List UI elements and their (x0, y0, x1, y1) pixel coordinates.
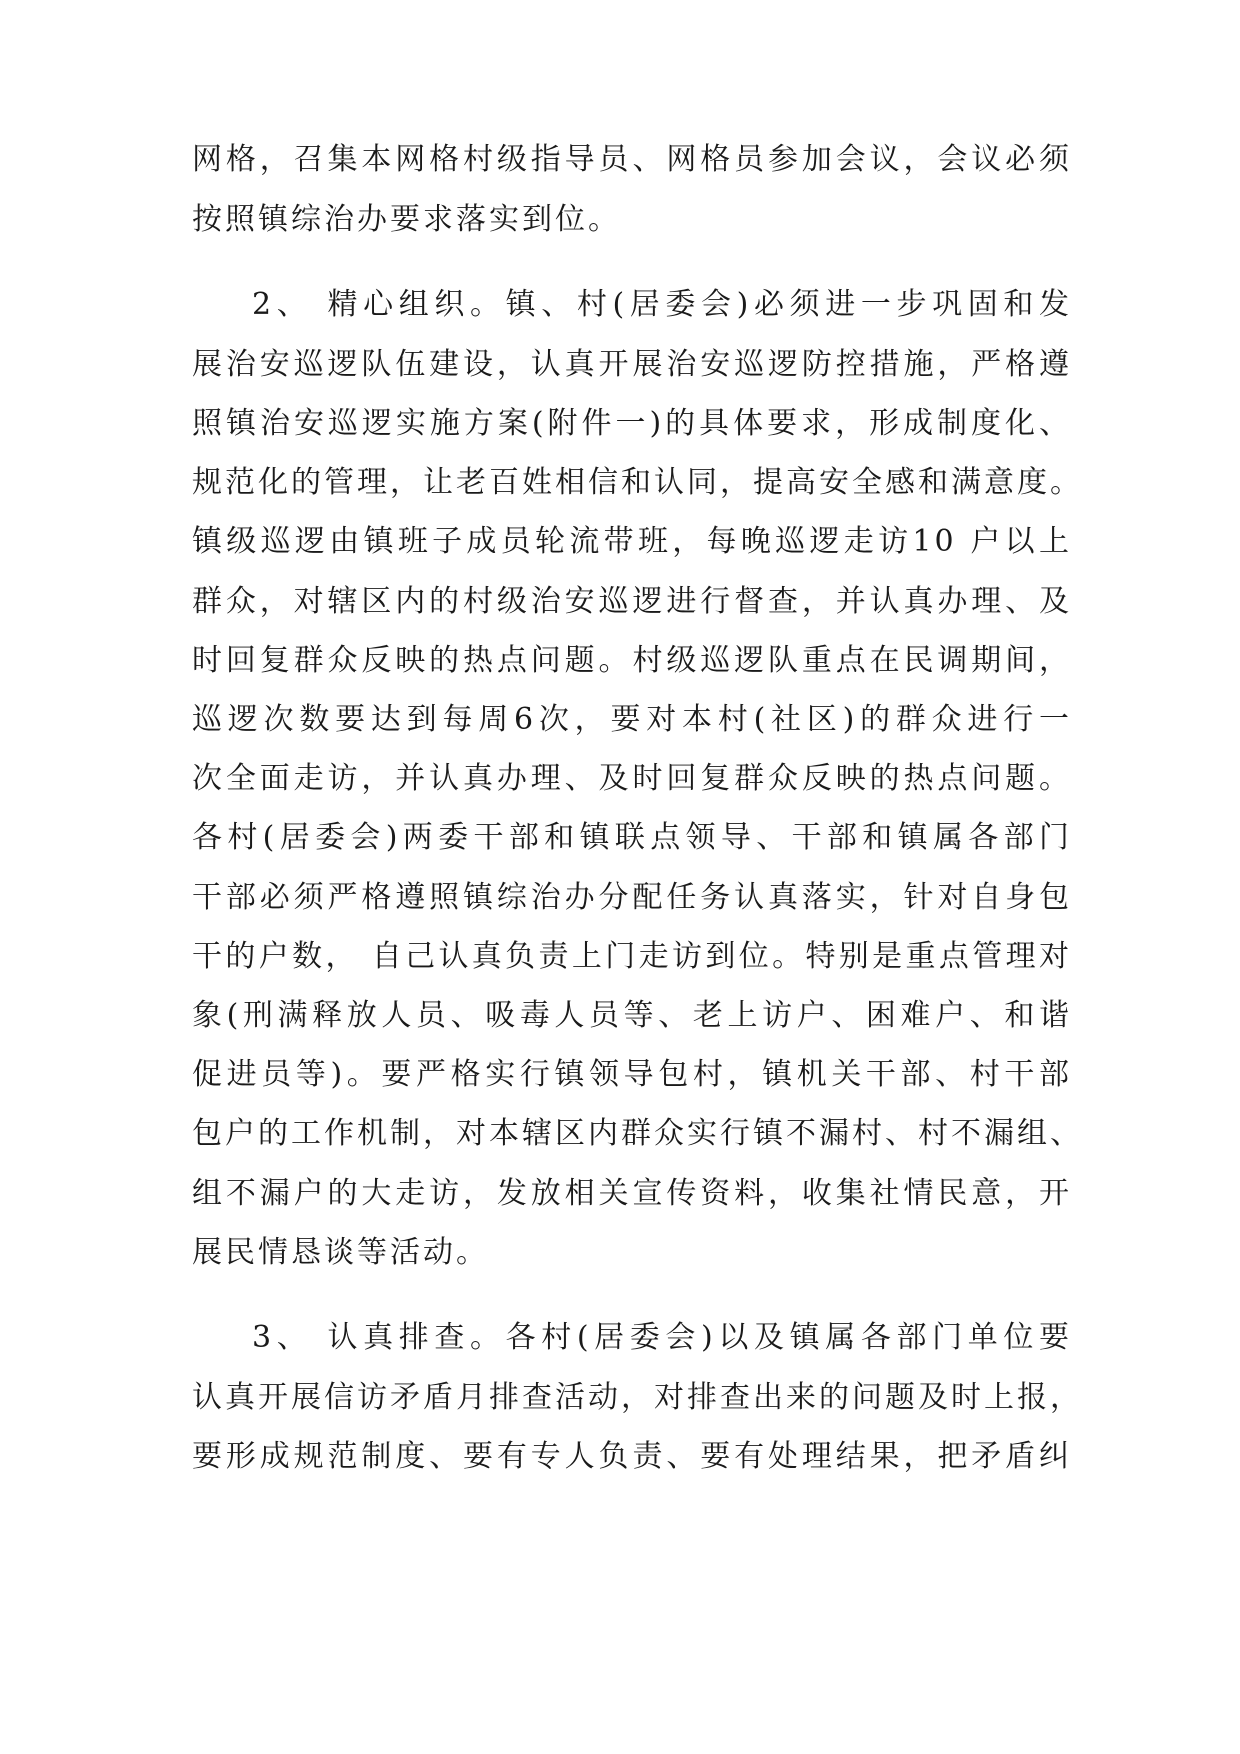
text-line: 组不漏户的大走访，发放相关宣传资料，收集社情民意，开 (192, 1176, 1072, 1211)
text-line: 次全面走访，并认真办理、及时回复群众反映的热点问题。 (192, 761, 1072, 796)
text-line: 干的户数， 自己认真负责上门走访到位。特别是重点管理对 (192, 939, 1072, 974)
text-line: 认真开展信访矛盾月排查活动，对排查出来的问题及时上报， (192, 1380, 1083, 1415)
text-line: 各村(居委会)两委干部和镇联点领导、干部和镇属各部门 (192, 820, 1072, 855)
paragraph-2-start: 2、 精心组织。镇、村(居委会)必须进一步巩固和发 (252, 287, 1072, 322)
text-line: 规范化的管理，让老百姓相信和认同，提高安全感和满意度。 (192, 465, 1083, 500)
text-line: 象(刑满释放人员、吸毒人员等、老上访户、困难户、和谐 (192, 998, 1072, 1033)
text-line: 群众，对辖区内的村级治安巡逻进行督查，并认真办理、及 (192, 584, 1072, 619)
text-line: 照镇治安巡逻实施方案(附件一)的具体要求，形成制度化、 (192, 406, 1072, 441)
text-line: 巡逻次数要达到每周6次，要对本村(社区)的群众进行一 (192, 702, 1072, 737)
text-line: 包户的工作机制，对本辖区内群众实行镇不漏村、村不漏组、 (192, 1116, 1083, 1151)
text-line: 展治安巡逻队伍建设，认真开展治安巡逻防控措施，严格遵 (192, 347, 1072, 382)
text-line: 要形成规范制度、要有专人负责、要有处理结果，把矛盾纠 (192, 1439, 1072, 1474)
text-line: 镇级巡逻由镇班子成员轮流带班，每晚巡逻走访10 户以上 (192, 524, 1072, 559)
paragraph-3-start: 3、 认真排查。各村(居委会)以及镇属各部门单位要 (252, 1320, 1072, 1355)
text-line: 网格，召集本网格村级指导员、网格员参加会议，会议必须 (192, 142, 1072, 177)
text-line: 按照镇综治办要求落实到位。 (192, 202, 621, 237)
text-line: 展民情恳谈等活动。 (192, 1235, 489, 1270)
text-line: 时回复群众反映的热点问题。村级巡逻队重点在民调期间， (192, 643, 1072, 678)
text-line: 干部必须严格遵照镇综治办分配任务认真落实，针对自身包 (192, 880, 1072, 915)
text-line: 促进员等)。要严格实行镇领导包村，镇机关干部、村干部 (192, 1057, 1072, 1092)
